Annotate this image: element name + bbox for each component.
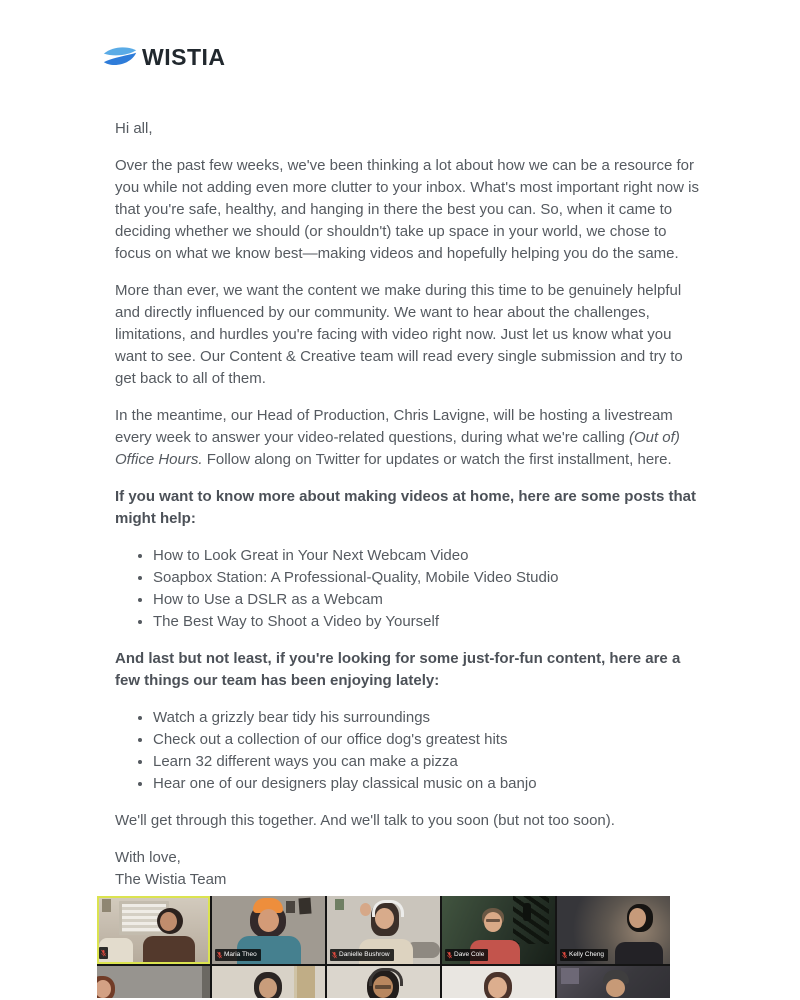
video-tile-danielle-bushrow	[327, 896, 440, 964]
wistia-swoosh-icon	[103, 44, 137, 70]
closing-paragraph: We'll get through this together. And we'll talk to you soon (but not too soon).	[115, 812, 615, 829]
video-tile-maria-theo	[212, 896, 325, 964]
person-head	[484, 912, 502, 932]
fun-heading: And last but not least, if you're looking for some just-for-fun content, here are a few things our team has been enjoying lately:	[115, 650, 681, 689]
wistia-logo[interactable]	[103, 44, 700, 70]
community-paragraph: More than ever, we want the content we make during this time to be genuinely helpful and directly influenced by our community. We want to hear about the challenges, limitations, and hurdles you're facing with video right now. Just let us know what you want to see. Our Content & Creative team will read every single submission and try to get back to all of them.	[115, 282, 683, 387]
fun-link-office-dog[interactable]: • Check out a collection of our office dog's greatest hits	[153, 729, 700, 751]
livestream-text-4: .	[667, 451, 672, 468]
mic-muted-icon	[562, 951, 567, 959]
video-tile	[557, 966, 670, 998]
fun-link-grizzly-bear[interactable]: • Watch a grizzly bear tidy his surroundings	[153, 707, 700, 729]
post-link-shoot-by-yourself[interactable]: • The Best Way to Shoot a Video by Yourself	[153, 611, 700, 633]
person-head	[259, 978, 277, 998]
video-tile	[442, 966, 555, 998]
greeting: Hi all,	[115, 120, 153, 137]
window-decor	[561, 968, 579, 984]
livestream-paragraph	[115, 405, 700, 471]
post-link-dslr-webcam[interactable]: • How to Use a DSLR as a Webcam	[153, 589, 700, 611]
wistia-logo-text: WISTIA	[142, 43, 226, 70]
livestream-text-2: Follow along on	[202, 451, 316, 468]
participant-name: Maria Theo	[224, 950, 257, 958]
person-torso	[615, 942, 663, 964]
signature: The Wistia Team	[115, 871, 227, 888]
video-tile-kelly-cheng	[557, 896, 670, 964]
fun-list	[115, 707, 700, 795]
person-head	[606, 979, 625, 997]
post-link-soapbox-station[interactable]: • Soapbox Station: A Professional-Quality, Mobile Video Studio	[153, 567, 700, 589]
video-tile	[327, 966, 440, 998]
office-hours-italic: (Out of) Office Hours.	[115, 429, 680, 468]
video-tile-active-speaker	[97, 896, 210, 964]
person-torso	[143, 936, 195, 962]
glasses	[486, 919, 500, 922]
person-head	[629, 908, 646, 928]
intro-paragraph: Over the past few weeks, we've been thinking a lot about how we can be a resource for you while not adding even more clutter to your inbox. What's most important right now is that you're safe, healthy, and hanging in there the best you can. So, when it came to deciding whether we should (or shouldn't) take up space in your world, we chose to focus on what we know best—making videos and hopefully helping you do the same.	[115, 157, 699, 262]
door-decor	[294, 966, 315, 998]
twitter-link[interactable]: Twitter	[315, 451, 360, 468]
livestream-text-3: for updates or watch the first installment,	[359, 451, 638, 468]
background-person-decor	[523, 903, 531, 921]
fire-escape-decor	[513, 896, 549, 944]
video-grid-row-2	[97, 966, 670, 998]
person-head	[160, 912, 177, 931]
participant-name-tag	[215, 949, 261, 961]
participant-name-tag	[99, 947, 108, 959]
waving-hand	[360, 903, 371, 916]
posts-list	[115, 545, 700, 633]
post-link-webcam-video[interactable]: • How to Look Great in Your Next Webcam Video	[153, 545, 700, 567]
wall-decor	[202, 966, 210, 998]
first-installment-link[interactable]: here	[637, 451, 668, 468]
signoff: With love,	[115, 849, 181, 866]
picture-frame-decor	[286, 901, 295, 913]
mic-muted-icon	[101, 949, 106, 957]
picture-frame-decor	[102, 899, 111, 912]
fun-link-banjo[interactable]: • Hear one of our designers play classical music on a banjo	[153, 773, 700, 795]
picture-frame-decor	[335, 899, 344, 910]
participant-name: Dave Cole	[454, 950, 485, 958]
mic-muted-icon	[447, 951, 452, 959]
fun-link-pizza[interactable]: • Learn 32 different ways you can make a pizza	[153, 751, 700, 773]
video-grid-row-1	[97, 896, 670, 964]
team-video-call-image	[97, 896, 670, 998]
person-head	[488, 977, 507, 998]
video-tile-dave-cole	[442, 896, 555, 964]
mic-muted-icon	[332, 951, 337, 959]
person-head	[258, 909, 279, 932]
video-tile	[97, 966, 210, 998]
picture-frame-decor	[298, 898, 311, 915]
video-tile	[212, 966, 325, 998]
posts-heading: If you want to know more about making videos at home, here are some posts that might help:	[115, 488, 696, 527]
glasses	[375, 985, 391, 989]
livestream-text-1: In the meantime, our Head of Production, Chris Lavigne, will be hosting a livestream every week to answer your video-related questions, during what we're calling	[115, 407, 673, 446]
signature-block	[115, 847, 700, 891]
mic-muted-icon	[217, 951, 222, 959]
person-head	[375, 908, 394, 929]
participant-name: Kelly Cheng	[569, 950, 605, 958]
participant-name-tag	[330, 949, 394, 961]
participant-name: Danielle Bushrow	[339, 950, 390, 958]
participant-name-tag	[560, 949, 608, 961]
participant-name-tag	[445, 949, 488, 961]
